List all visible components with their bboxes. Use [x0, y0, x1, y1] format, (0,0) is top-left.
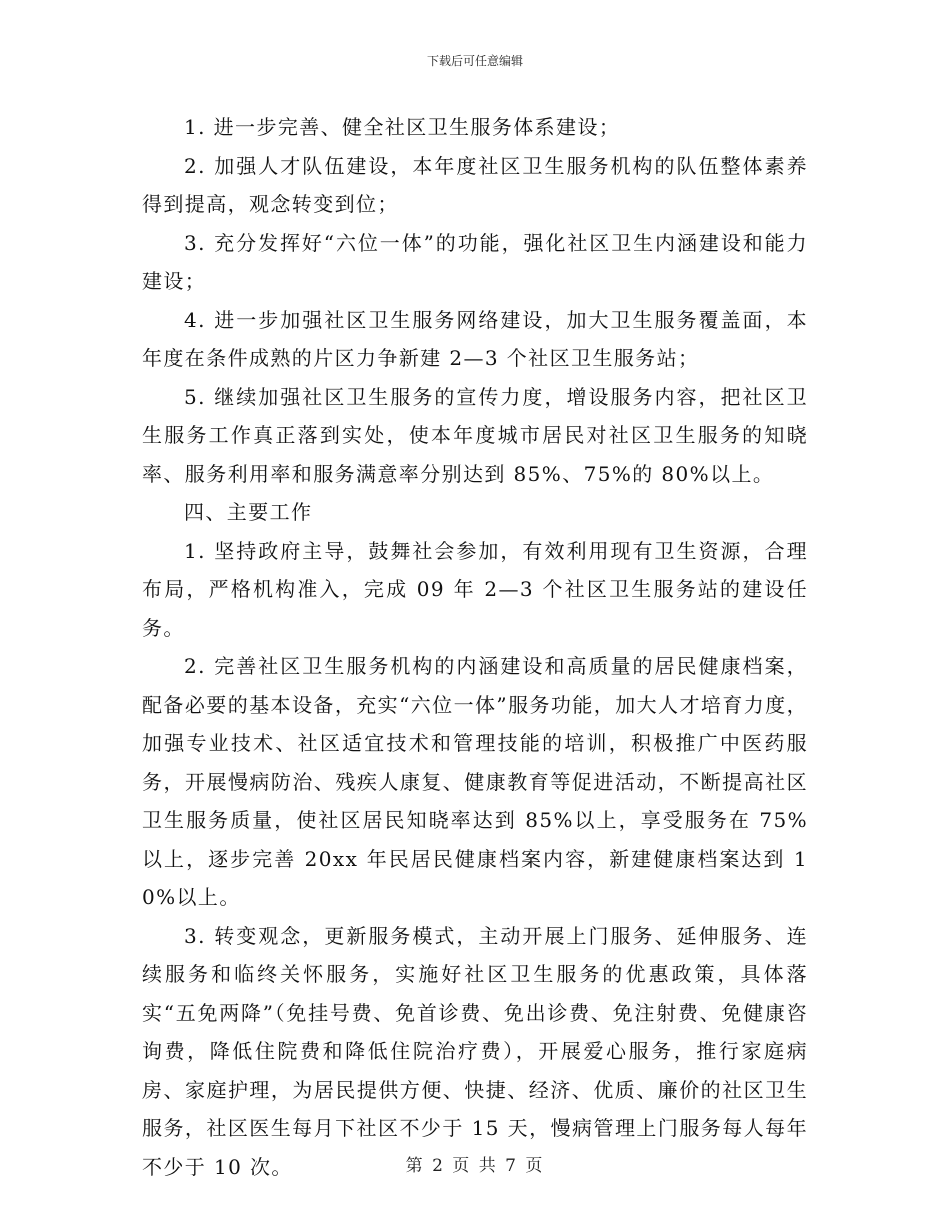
goal-item-5: 5. 继续加强社区卫生服务的宣传力度，增设服务内容，把社区卫生服务工作真正落到实处，使本年度城市居民对社区卫生服务的知晓率、服务利用率和服务满意率分别达到 85%、75%的 80%以上。 — [142, 384, 808, 486]
goal-item-1: 1. 进一步完善、健全社区卫生服务体系建设； — [184, 115, 621, 139]
work-item-3: 3. 转变观念，更新服务模式，主动开展上门服务、延伸服务、连续服务和临终关怀服务，实施好社区卫生服务的优惠政策，具体落实“五免两降”（免挂号费、免首诊费、免出诊费、免注射费、免健康咨询费，降低住院费和降低住院治疗费），开展爱心服务，推行家庭病房、家庭护理，为居民提供方便、快捷、经济、优质、廉价的社区卫生服务，社区医生每月下社区不少于 15 天，慢病管理上门服务每人每年不少于 10 次。 — [142, 923, 808, 1179]
work-item-2: 2. 完善社区卫生服务机构的内涵建设和高质量的居民健康档案，配备必要的基本设备，充实“六位一体”服务功能，加大人才培育力度，加强专业技术、社区适宜技术和管理技能的培训，积极推广中医药服务，开展慢病防治、残疾人康复、健康教育等促进活动，不断提高社区卫生服务质量，使社区居民知晓率达到 85%以上，享受服务在 75%以上，逐步完善 20xx 年民居民健康档案内容，新建健康档案达到 10%以上。 — [142, 654, 808, 909]
goal-item-3: 3. 充分发挥好“六位一体”的功能，强化社区卫生内涵建设和能力建设； — [142, 230, 808, 293]
goal-item-4: 4. 进一步加强社区卫生服务网络建设，加大卫生服务覆盖面，本年度在条件成熟的片区力争新建 2—3 个社区卫生服务站； — [142, 307, 808, 370]
work-item-1: 1. 坚持政府主导，鼓舞社会参加，有效利用现有卫生资源，合理布局，严格机构准入，完成 09 年 2—3 个社区卫生服务站的建设任务。 — [142, 538, 808, 640]
page-header: 下载后可任意编辑 — [426, 54, 523, 68]
document-body — [142, 108, 808, 1186]
page-number: 第 2 页 共 7 页 — [405, 1156, 545, 1176]
section-heading: 四、主要工作 — [184, 500, 313, 524]
goal-item-2: 2. 加强人才队伍建设，本年度社区卫生服务机构的队伍整体素养得到提高，观念转变到位； — [142, 153, 808, 216]
